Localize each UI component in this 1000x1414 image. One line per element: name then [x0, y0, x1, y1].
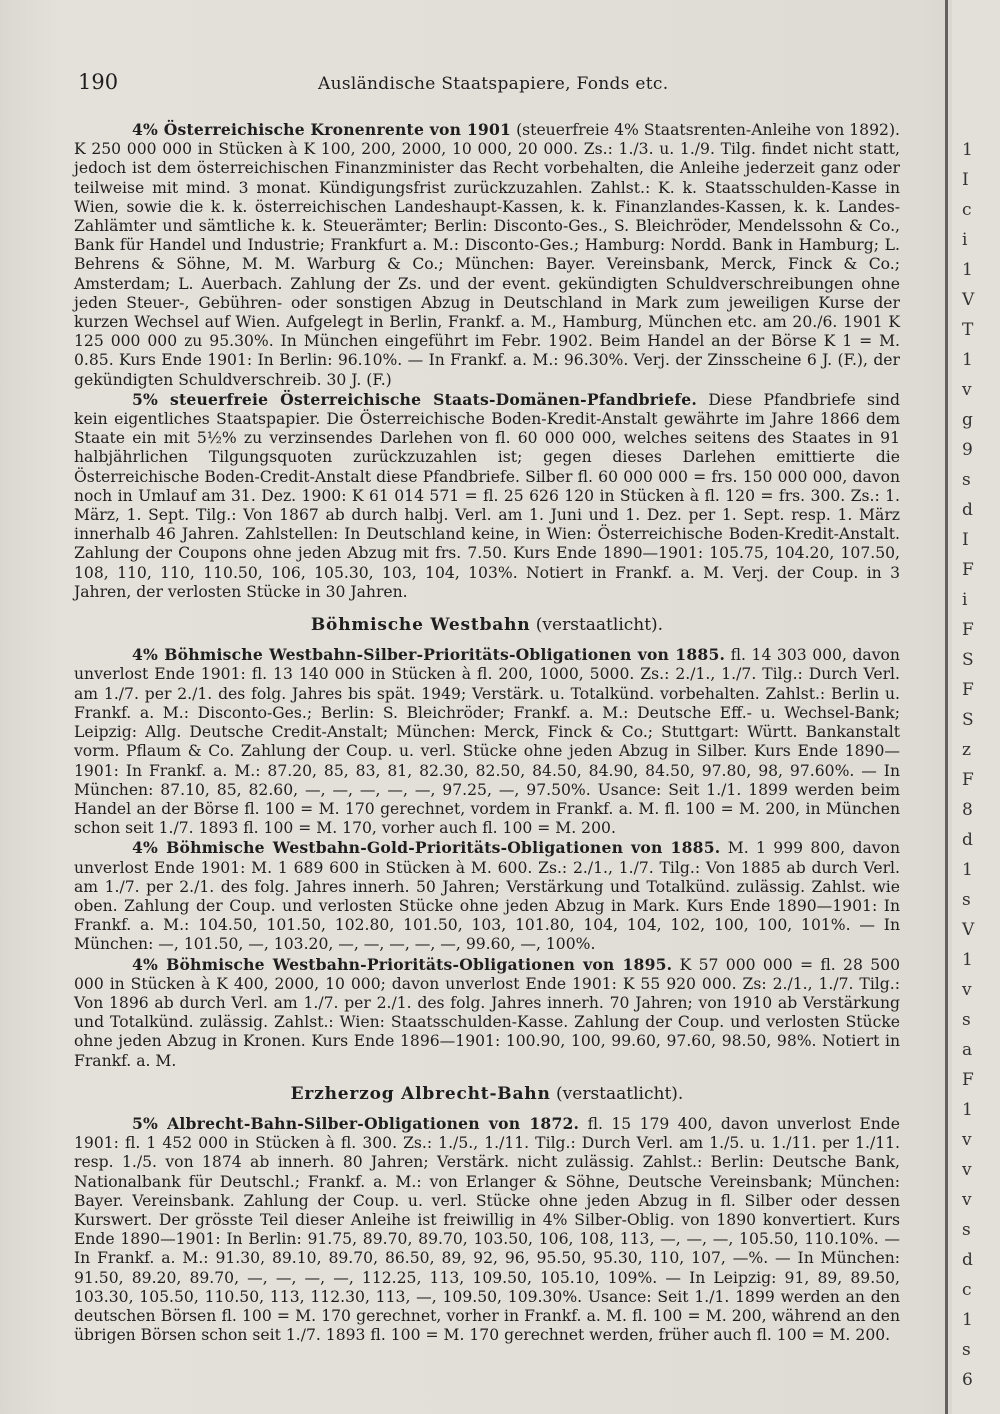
edge-fragment: d: [962, 830, 973, 850]
edge-fragment: S: [962, 710, 974, 730]
edge-fragment: 1: [962, 860, 973, 880]
edge-fragment: 6: [962, 1370, 973, 1390]
edge-fragment: v: [962, 1190, 972, 1210]
section-heading-bohmische-westbahn: [74, 616, 900, 635]
edge-fragment: d: [962, 500, 973, 520]
edge-fragment: V: [962, 290, 975, 310]
edge-fragment: T: [962, 320, 974, 340]
edge-fragment: z: [962, 740, 971, 760]
page-content: [74, 120, 900, 1345]
entry-prioritaets-1895: [74, 955, 900, 1071]
edge-fragment: 1: [962, 1100, 973, 1120]
page-header: [78, 62, 900, 102]
edge-fragment: F: [962, 620, 974, 640]
edge-fragment: s: [962, 890, 971, 910]
entry-text: Diese Pfandbriefe sind kein eigentliches Staatspapier. Die Österreichische Boden-Kredit-Anstalt gewährte im Jahre 1866 dem Staate ein mit 5½% zu verzinsendes Darlehen von fl. 60 000 000, welches seitens des Staates in 91 halbjährlichen Tilgungsquoten zurückzuzahlen ist; gegen dieses Darlehen emittierte die Österreichische Boden-Credit-Anstalt diese Pfandbriefe. Silber fl. 60 000 000 = frs. 150 000 000, davon noch in Umlauf am 31. Dez. 1900: K 61 014 571 = fl. 25 626 120 in Stücken à fl. 120 = frs. 300. Zs.: 1. März, 1. Sept. Tilg.: Von 1867 ab durch halbj. Verl. am 1. Juni und 1. Dez. per 1. Sept. resp. 1. März innerhalb 46 Jahren. Zahlstellen: In Deutschland keine, in Wien: Österreichische Boden-Kredit-Anstalt. Zahlung der Coupons ohne jeden Abzug mit frs. 7.50. Kurs Ende 1890—1901: 105.75, 104.20, 107.50, 108, 110, 110, 110.50, 106, 105.30, 103, 104, 103%. Notiert in Frankf. a. M. Verj. der Coup. in 3 Jahren, der verlosten Stücke in 30 Jahren.: [74, 390, 900, 601]
edge-fragment: F: [962, 1070, 974, 1090]
edge-fragment: a: [962, 1040, 973, 1060]
section-title: Erzherzog Albrecht-Bahn: [290, 1083, 551, 1104]
edge-fragment: i: [962, 230, 968, 250]
edge-fragment: v: [962, 1130, 972, 1150]
edge-fragment: 1: [962, 1310, 973, 1330]
adjacent-page-edge: [952, 0, 1000, 1414]
entry-heading: 4% Böhmische Westbahn-Gold-Prioritäts-Obligationen von 1885.: [132, 838, 721, 858]
entry-heading: 4% Böhmische Westbahn-Prioritäts-Obligationen von 1895.: [132, 954, 673, 974]
edge-fragment: F: [962, 680, 974, 700]
edge-fragment: I: [962, 170, 969, 190]
section-heading-albrecht-bahn: [74, 1085, 900, 1104]
edge-fragment: i: [962, 590, 968, 610]
running-title: Ausländische Staatspapiere, Fonds etc.: [318, 74, 669, 94]
edge-fragment: 1: [962, 950, 973, 970]
edge-fragment: g: [962, 410, 973, 430]
entry-domaenen-pfandbriefe: [74, 390, 900, 602]
page-gutter-line: [945, 0, 948, 1414]
entry-text: fl. 15 179 400, davon unverlost Ende 1901: fl. 1 452 000 in Stücken à fl. 300. Zs.: 1./5., 1./11. Tilg.: Durch Verl. am 1./5. u. 1./11. per 1./11. resp. 1./5. von 1874 ab innerh. 80 Jahren; Verstärk. nicht zulässig. Zahlst.: Berlin: Deutsche Bank, Nationalbank für Deutschl.; Frankf. a. M.: von Erlanger & Söhne, Deutsche Vereinsbank; München: Bayer. Vereinsbank. Zahlung der Coup. u. verl. Stücke ohne jeden Abzug in fl. Silber oder dessen Kurswert. Der grösste Teil dieser Anleihe ist freiwillig in 4% Silber-Oblig. von 1890 konvertiert. Kurs Ende 1890—1901: In Berlin: 91.75, 89.70, 89.70, 103.50, 106, 108, 113, —, —, —, 105.50, 110.10%. — In Frankf. a. M.: 91.30, 89.10, 89.70, 86.50, 89, 92, 96, 95.50, 95.30, 110, 107, —%. — In München: 91.50, 89.20, 89.70, —, —, —, —, 112.25, 113, 109.50, 105.10, 109%. — In Leipzig: 91, 89, 89.50, 103.30, 105.50, 110.50, 113, 112.30, 113, —, 109.50, 109.30%. Usance: Seit 1./1. 1899 werden an den deutschen Börsen fl. 100 = M. 170 gerechnet, vorher in Frankf. a. M. fl. 100 = M. 200, während an den übrigen Börsen schon seit 1./7. 1893 fl. 100 = M. 170 gerechnet werden, früher auch fl. 100 = M. 200.: [74, 1114, 901, 1345]
section-title: Böhmische Westbahn: [310, 615, 531, 636]
edge-fragment: 1: [962, 350, 973, 370]
edge-fragment: c: [962, 1280, 972, 1300]
edge-fragment: V: [962, 920, 975, 940]
entry-heading: 4% Böhmische Westbahn-Silber-Prioritäts-Obligationen von 1885.: [132, 645, 726, 665]
entry-albrecht-silber-1872: [74, 1114, 900, 1345]
edge-fragment: 1: [962, 140, 973, 160]
edge-fragment: s: [962, 470, 971, 490]
edge-fragment: F: [962, 560, 974, 580]
edge-fragment: c: [962, 200, 972, 220]
entry-heading: 4% Österreichische Kronenrente von 1901: [132, 120, 512, 139]
edge-fragment: s: [962, 1340, 971, 1360]
section-note: (verstaatlicht).: [535, 615, 664, 636]
entry-silber-prioritaets-1885: [74, 645, 900, 838]
edge-fragment: 1: [962, 260, 973, 280]
edge-fragment: 8: [962, 800, 973, 820]
edge-fragment: s: [962, 1220, 971, 1240]
section-note: (verstaatlicht).: [556, 1083, 684, 1104]
entry-heading: 5% Albrecht-Bahn-Silber-Obligationen von 1872.: [132, 1113, 580, 1133]
edge-fragment: 9: [962, 440, 973, 460]
entry-text: fl. 14 303 000, davon unverlost Ende 1901: fl. 13 140 000 in Stücken à fl. 200, 1000, 5000. Zs.: 2./1., 1./7. Tilg.: Durch Verl. am 1./7. per 2./1. des folg. Jahres bis spät. 1949; Verstärk. u. Totalkünd. vorbehalten. Zahlst.: Berlin u. Frankf. a. M.: Disconto-Ges.; Berlin: S. Bleichröder; Frankf. a. M.: Deutsche Eff.- u. Wechsel-Bank; Leipzig: Allg. Deutsche Credit-Anstalt; München: Merck, Finck & Co.; Stuttgart: Württ. Bankanstalt vorm. Pflaum & Co. Zahlung der Coup. u. verl. Stücke ohne jeden Abzug in Silber. Kurs Ende 1890—1901: In Frankf. a. M.: 87.20, 85, 83, 81, 82.30, 82.50, 84.50, 84.90, 84.50, 97.80, 98, 97.60%. — In München: 87.10, 85, 82.60, —, —, —, —, —, 97.25, —, 97.50%. Usance: Seit 1./1. 1899 werden beim Handel an der Börse fl. 100 = M. 170 gerechnet, vordem in Frankf. a. M. fl. 100 = M. 200, in München schon seit 1./7. 1893 fl. 100 = M. 170, vorher auch fl. 100 = M. 200.: [74, 646, 900, 838]
entry-kronenrente: [74, 120, 900, 390]
entry-text: M. 1 999 800, davon unverlost Ende 1901: M. 1 689 600 in Stücken à M. 600. Zs.: 2./1., 1./7. Tilg.: Von 1885 ab durch Verl. am 1./7. per 2./1. des folg. Jahres innerh. 50 Jahren; Verstärkung und Totalkünd. zulässig. Zahlst. wie oben. Zahlung der Coup. und verlosten Stücke ohne jeden Abzug in Mark. Kurs Ende 1890—1901: In Frankf. a. M.: 104.50, 101.50, 102.80, 101.50, 103, 101.80, 104, 104, 102, 100, 100, 101%. — In München: —, 101.50, —, 103.20, —, —, —, —, —, 99.60, —, 100%.: [74, 839, 900, 954]
edge-fragment: v: [962, 980, 972, 1000]
edge-fragment: v: [962, 1160, 972, 1180]
edge-fragment: F: [962, 770, 974, 790]
edge-fragment: v: [962, 380, 972, 400]
edge-fragment: d: [962, 1250, 973, 1270]
entry-gold-prioritaets-1885: [74, 838, 900, 954]
edge-fragment: S: [962, 650, 974, 670]
entry-heading: 5% steuerfreie Österreichische Staats-Domänen-Pfandbriefe.: [132, 389, 698, 409]
edge-fragment: I: [962, 530, 969, 550]
entry-text: K 57 000 000 = fl. 28 500 000 in Stücken à K 400, 2000, 10 000; davon unverlost Ende 1901: K 55 920 000. Zs: 2./1., 1./7. Tilg.: Von 1896 ab durch Verl. am 1./7. per 2./1. des folg. Jahres innerh. 70 Jahren; von 1910 ab Verstärkung und Totalkünd. zulässig. Zahlst.: Wien: Staatsschulden-Kasse. Zahlung der Coup. und verlosten Stücke ohne jeden Abzug in Kronen. Kurs Ende 1896—1901: 100.90, 100, 99.60, 97.60, 98.50, 98%. Notiert in Frankf. a. M.: [74, 955, 900, 1070]
entry-text: (steuerfreie 4% Staatsrenten-Anleihe von 1892). K 250 000 000 in Stücken à K 100, 200, 2000, 10 000, 20 000. Zs.: 1./3. u. 1./9. Tilg. findet nicht statt, jedoch ist dem österreichischen Finanzminister das Recht vorbehalten, die Anleihe jederzeit ganz oder teilweise mit mind. 3 monat. Kündigungsfrist zurückzuzahlen. Zahlst.: K. k. Staatsschulden-Kasse in Wien, sowie die k. k. österreichischen Landeshaupt-Kassen, k. k. Finanzlandes-Kassen, k. k. Landes-Zahlämter und sämtliche k. k. Steuerämter; Berlin: Disconto-Ges., S. Bleichröder, Mendelssohn & Co., Bank für Handel und Industrie; Frankfurt a. M.: Disconto-Ges.; Hamburg: Nordd. Bank in Hamburg; L. Behrens & Söhne, M. M. Warburg & Co.; München: Bayer. Vereinsbank, Merck, Finck & Co.; Amsterdam; L. Auerbach. Zahlung der Zs. und der event. gekündigten Schuldverschreibungen ohne jeden Steuer-, Gebühren- oder sonstigen Abzug in Deutschland in Mark zum jeweiligen Kurse der kurzen Wechsel auf Wien. Aufgelegt in Berlin, Frankf. a. M., Hamburg, München etc. am 20./6. 1901 K 125 000 000 zu 95.30%. In München eingeführt im Febr. 1902. Beim Handel an der Börse K 1 = M. 0.85. Kurs Ende 1901: In Berlin: 96.10%. — In Frankf. a. M.: 96.30%. Verj. der Zinsscheine 6 J. (F.), der gekündigten Schuldverschreib. 30 J. (F.): [74, 121, 900, 389]
edge-fragment: s: [962, 1010, 971, 1030]
page-number: 190: [78, 70, 119, 94]
